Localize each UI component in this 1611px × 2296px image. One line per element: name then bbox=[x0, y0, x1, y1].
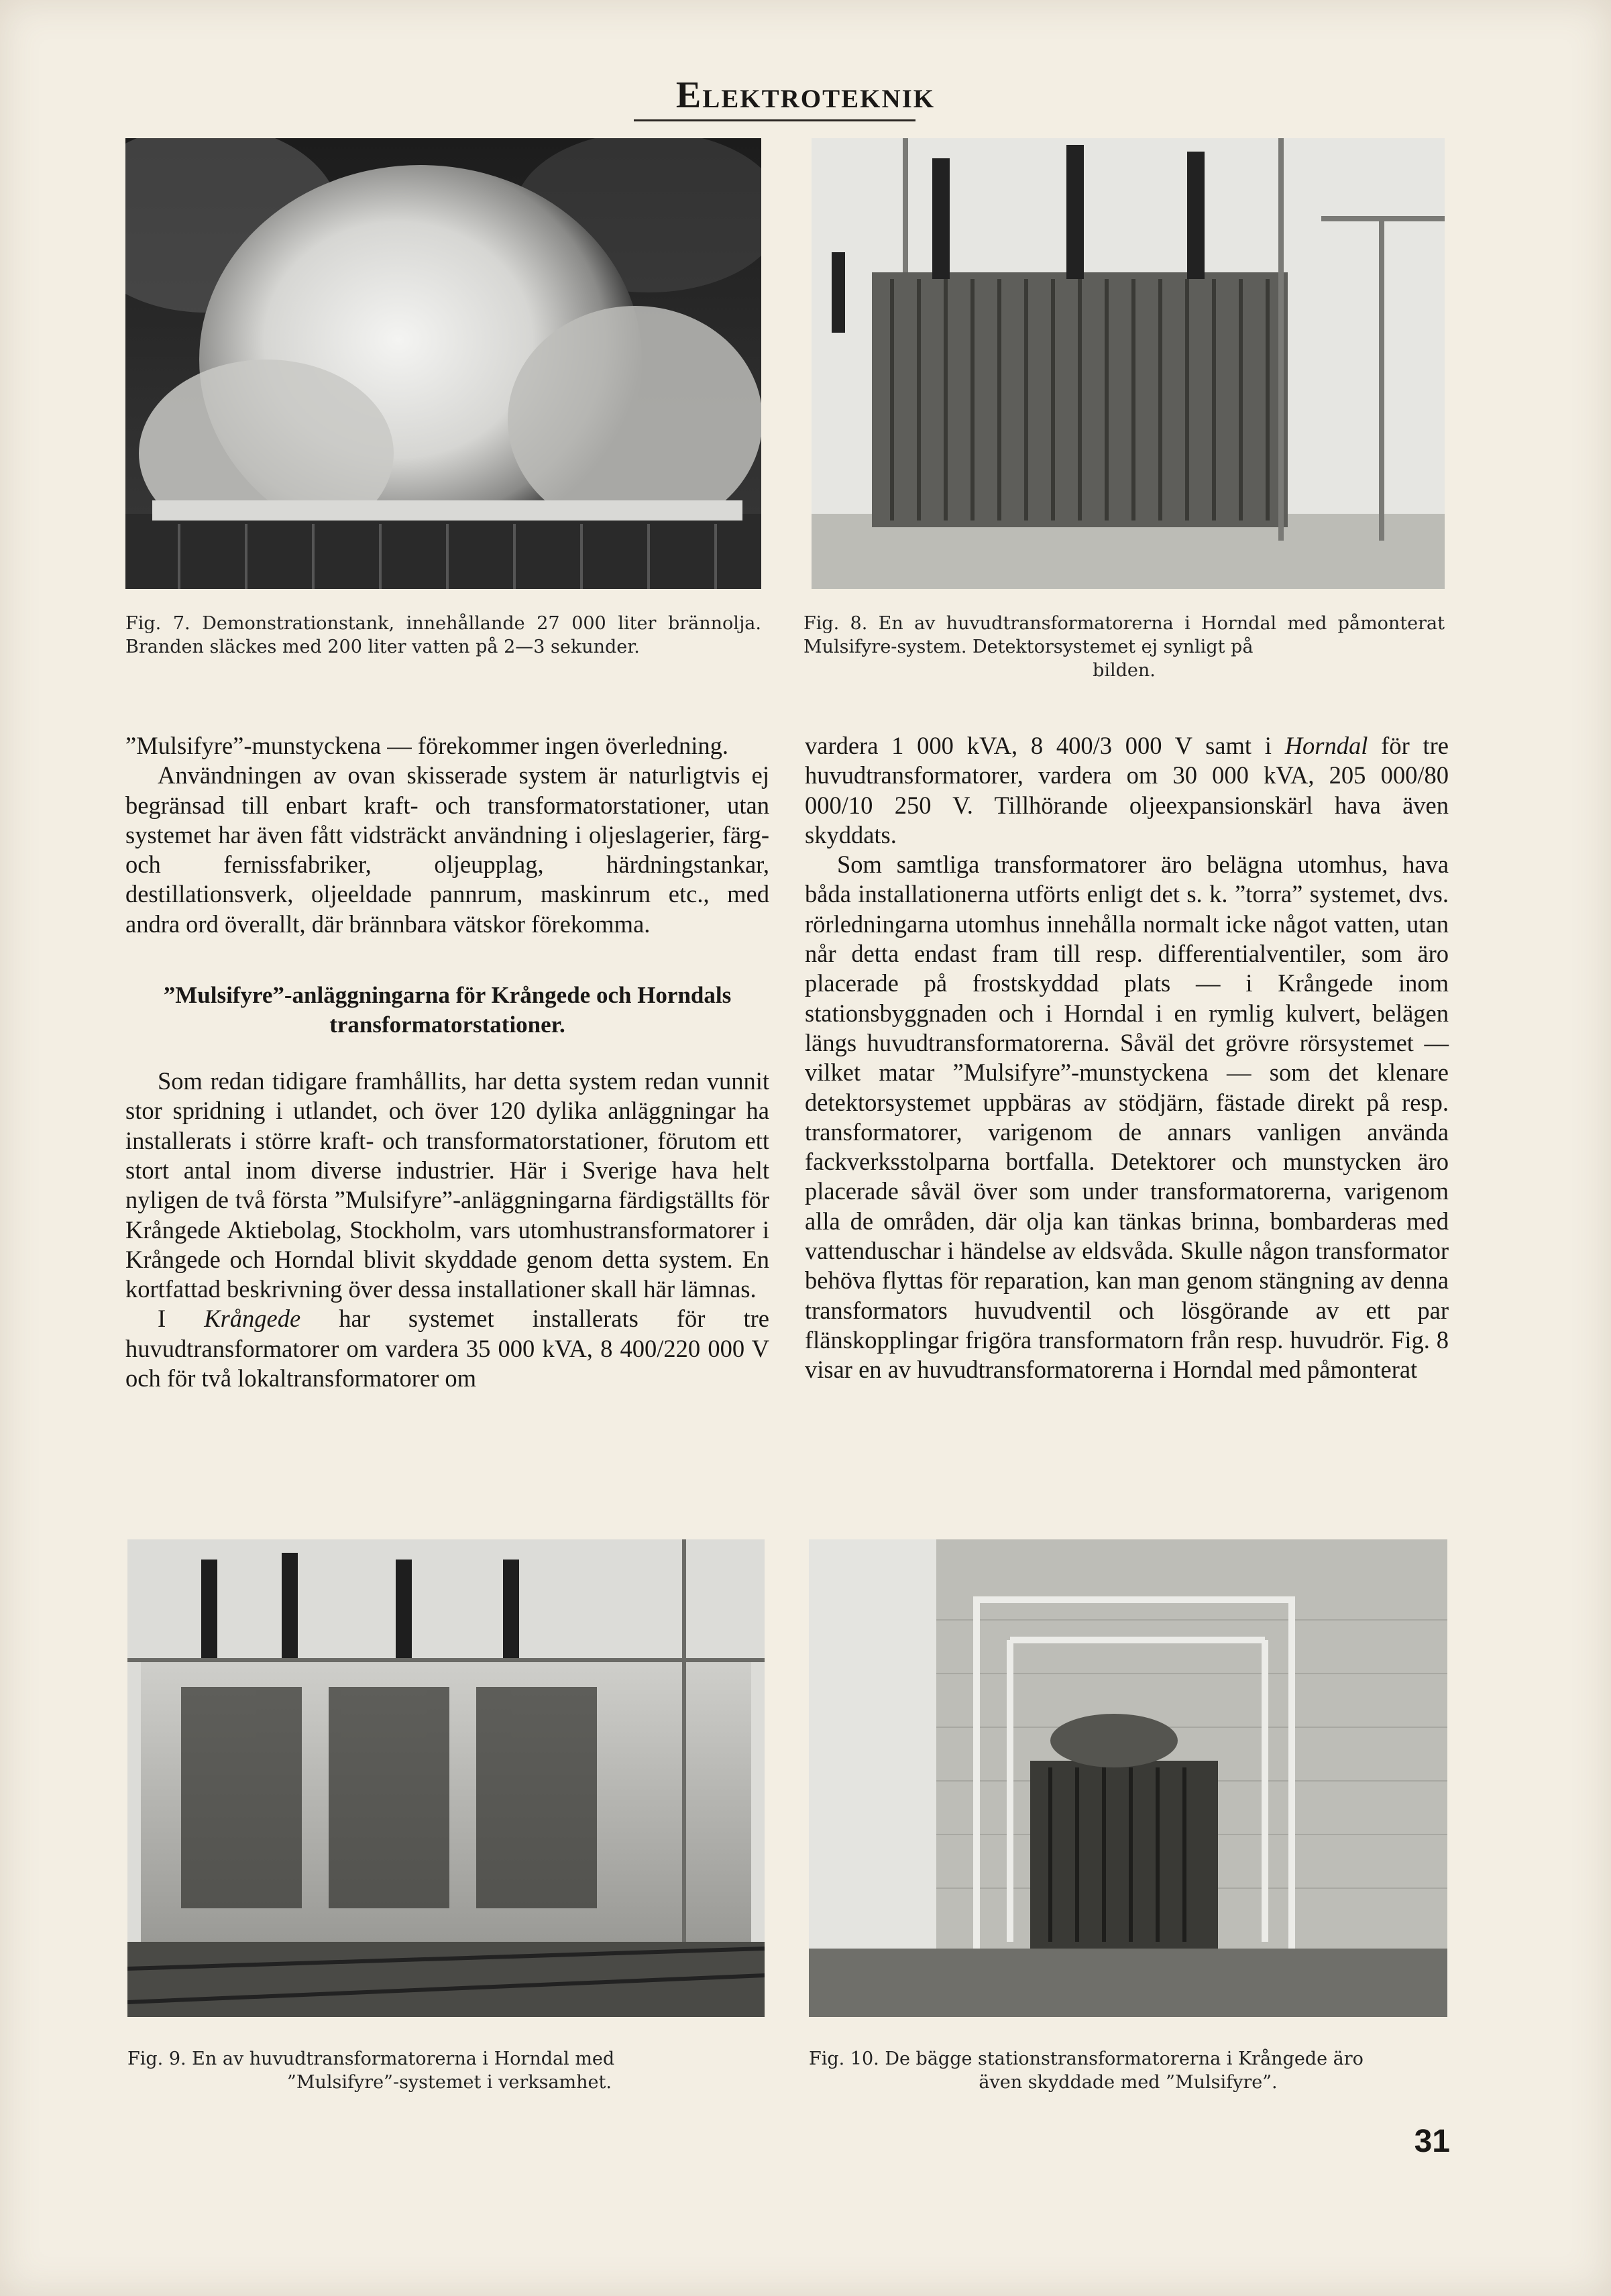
left-p4-place: Krångede bbox=[204, 1305, 301, 1333]
fig10-caption bbox=[809, 2047, 1447, 2094]
fig8-caption bbox=[803, 612, 1445, 682]
fig7-caption-text: Fig. 7. Demonstrationstank, innehållande 27 000 liter brännolja. Branden släckes med 200 liter vatten på 2—3 sekunder. bbox=[125, 613, 761, 657]
section-subheading: ”Mulsifyre”-anläggningarna för Krångede och Horndals transformatorstationer. bbox=[163, 982, 732, 1038]
fig10-caption-tail: även skyddade med ”Mulsifyre”. bbox=[979, 2072, 1278, 2093]
fig9-photo bbox=[127, 1539, 765, 2017]
header-rule bbox=[634, 119, 915, 121]
page-header: Elektroteknik bbox=[675, 74, 936, 116]
fig9-caption bbox=[127, 2047, 771, 2094]
fig10-photo bbox=[809, 1539, 1447, 2017]
right-paragraph-1 bbox=[805, 731, 1449, 850]
left-paragraph-4 bbox=[125, 1304, 769, 1393]
fig8-caption-text: Fig. 8. En av huvudtransformatorerna i Horndal med påmonterat Mulsifyre-system. Detektorsystemet ej synligt på bbox=[803, 613, 1445, 657]
page-number: 31 bbox=[1414, 2124, 1450, 2159]
left-column bbox=[125, 731, 769, 1393]
fig8-caption-tail: bilden. bbox=[1093, 660, 1156, 681]
left-p4-pre: I bbox=[158, 1305, 205, 1333]
fig9-caption-tail: ”Mulsifyre”-systemet i verksamhet. bbox=[287, 2072, 612, 2093]
left-p4-post: har systemet installerats för tre huvudtransformatorer om vardera 35 000 kVA, 8 400/220 000 V och för två lokaltransformatorer om bbox=[125, 1305, 769, 1392]
fig7-caption bbox=[125, 612, 761, 659]
left-paragraph-1: ”Mulsifyre”-munstyckena — förekommer ingen överledning. bbox=[125, 732, 729, 759]
fig7-photo bbox=[125, 138, 761, 589]
right-paragraph-2: Som samtliga transformatorer äro belägna utomhus, hava båda installationerna utförts enligt det s. k. ”torra” systemet, dvs. rörledningarna utomhus innehålla normalt icke något vatten, utan når detta endast fram till resp. differentialventiler, som äro placerade på frostskyddad plats — i Krångede inom stationsbyggnaden och i Horndal i en rymlig kulvert, belägen längs huvudtransformatorerna. Såväl det grövre rörsystemet — vilket matar ”Mulsifyre”-munstyckena — som det klenare detektorsystemet uppbäras av stödjärn, fästade direkt på resp. transformatorer, varigenom de annars vanligen använda fackverksstolparna bortfalla. Detektorer och munstycken äro placerade såväl över som under transformatorerna, varigenom alla de områden, där olja kan tänkas brinna, bombarderas med vattenduschar i händelse av eldsvåda. Skulle någon transformator behöva flyttas för reparation, kan man genom stängning av denna transformators huvudventil och lösgörande av ett par flänskopplingar frigöra transformatorn från resp. huvudrör. Fig. 8 visar en av huvudtransformatorerna i Horndal med påmonterat bbox=[805, 851, 1449, 1384]
fig9-caption-text: Fig. 9. En av huvudtransformatorerna i Horndal med bbox=[127, 2048, 615, 2069]
fig8-photo bbox=[812, 138, 1445, 589]
right-p1-pre: vardera 1 000 kVA, 8 400/3 000 V samt i bbox=[805, 732, 1285, 759]
left-paragraph-2: Användningen av ovan skisserade system är naturligtvis ej begränsad till enbart kraft- och transformatorstationer, utan systemet har även fått vidsträckt användning i oljeslagerier, färg- och fernissfabriker, oljeupplag, härdningstankar, destillationsverk, oljeeldade pannrum, maskinrum etc., med andra ord överallt, där brännbara vätskor förekomma. bbox=[125, 761, 769, 938]
right-column bbox=[805, 731, 1449, 1385]
right-p1-place: Horndal bbox=[1284, 732, 1368, 759]
fig10-caption-text: Fig. 10. De bägge stationstransformatorerna i Krångede äro bbox=[809, 2048, 1364, 2069]
right-p1-post: för tre huvudtransformatorer, vardera om 30 000 kVA, 205 000/80 000/10 250 V. Tillhörande oljeexpansionskärl hava även skyddats. bbox=[805, 732, 1449, 849]
left-paragraph-3: Som redan tidigare framhållits, har detta system redan vunnit stor spridning i utlandet, och över 120 dylika anläggningar ha installerats i större kraft- och transformatorstationer, förutom ett stort antal inom diverse industrier. Här i Sverige hava helt nyligen de två första ”Mulsifyre”-anläggningarna färdigställts för Krångede Aktiebolag, Stockholm, vars utomhustransformatorer i Krångede och Horndal blivit skyddade genom detta system. En kortfattad beskrivning över dessa installationer skall här lämnas. bbox=[125, 1067, 769, 1303]
